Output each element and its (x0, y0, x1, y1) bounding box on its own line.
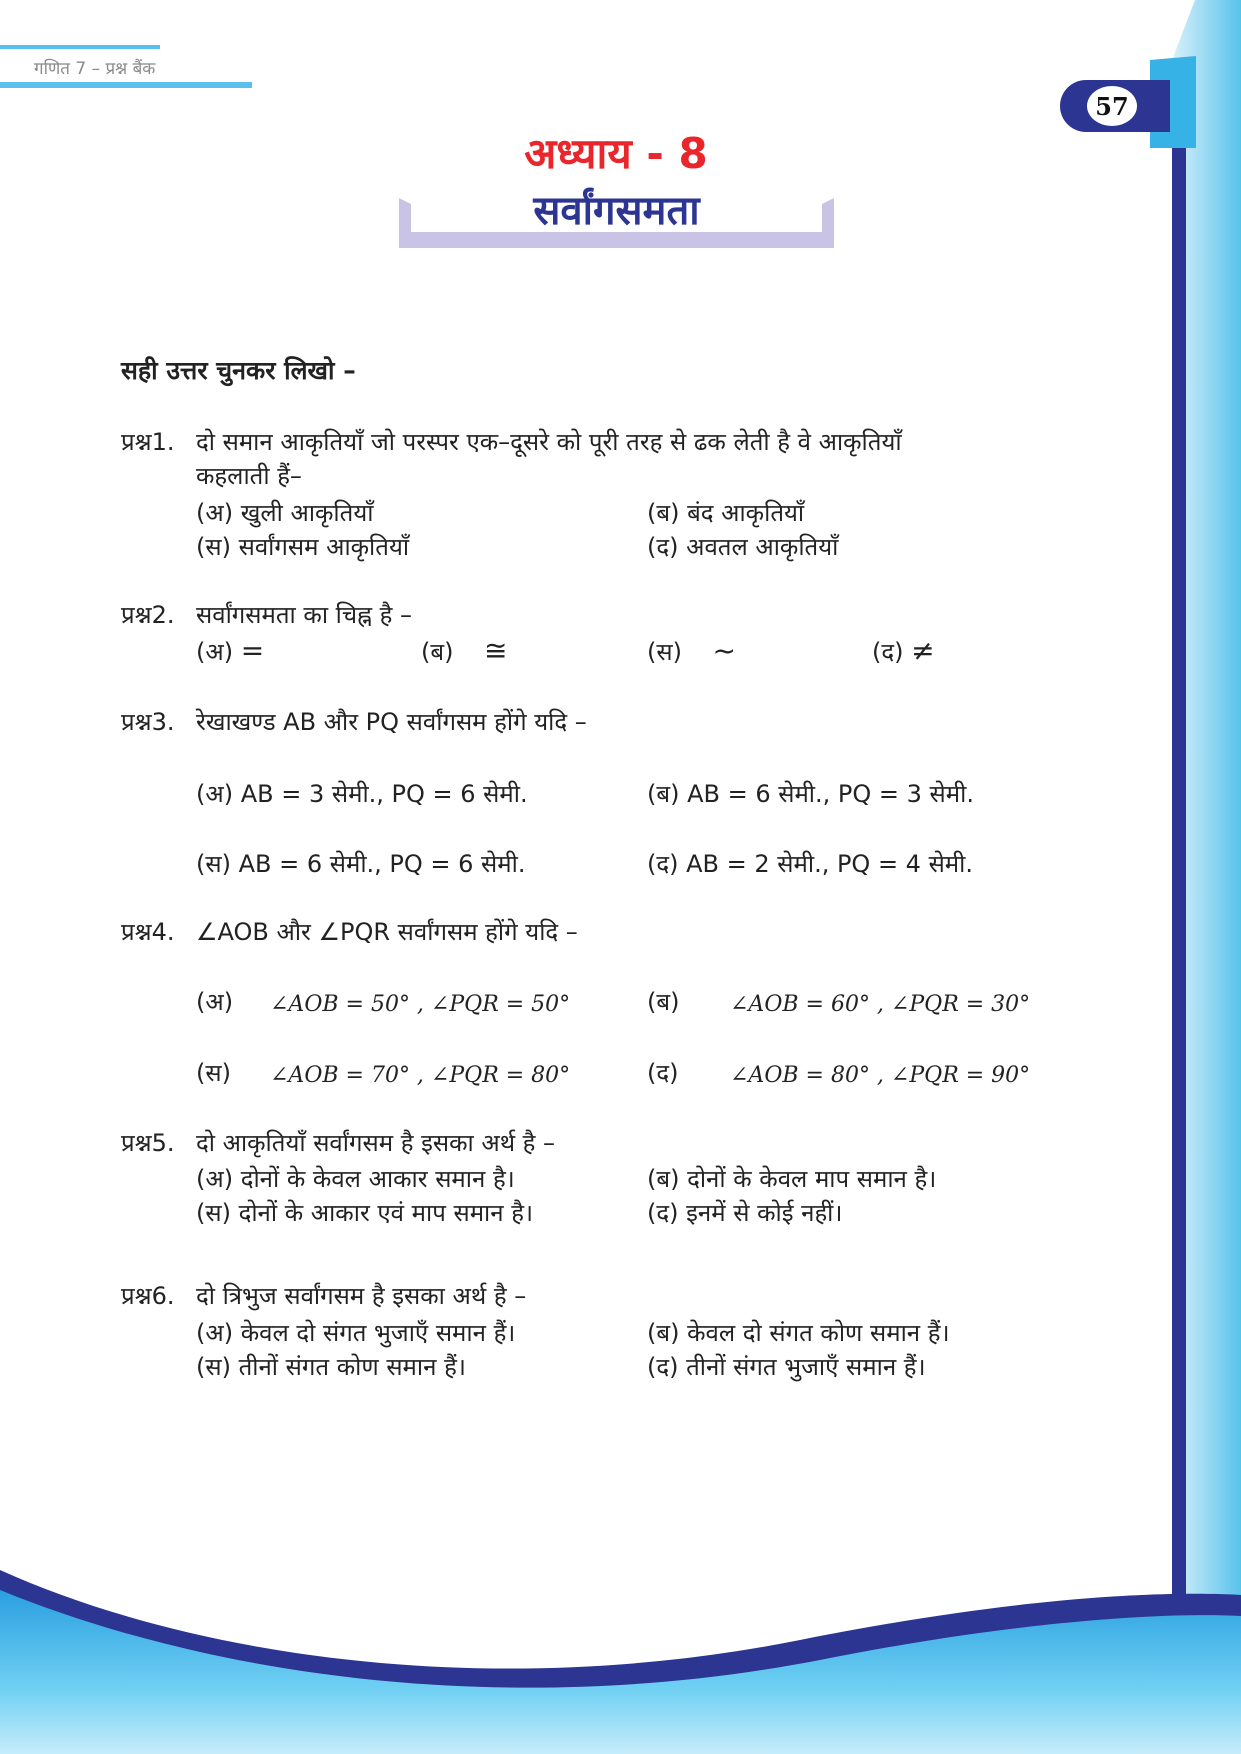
similar-symbol: ~ (712, 634, 736, 667)
option-label: (अ) (196, 1165, 234, 1193)
book-title: गणित 7 – प्रश्न बैंक (34, 59, 156, 79)
question-text: रेखाखण्ड AB और PQ सर्वांगसम होंगे यदि – (196, 708, 587, 736)
instruction-heading: सही उत्तर चुनकर लिखो – (121, 356, 356, 385)
option-text: दोनों के केवल माप समान है। (687, 1165, 937, 1193)
question-number: प्रश्न3. (121, 708, 175, 736)
header-rule-top (0, 45, 160, 49)
page-number: 57 (1087, 86, 1137, 126)
option-label: (स) (647, 638, 682, 666)
option-text: AB = 3 सेमी., PQ = 6 सेमी. (240, 780, 528, 808)
question-number: प्रश्न5. (121, 1129, 175, 1157)
option-label: (स) (196, 1059, 231, 1087)
option-label: (ब) (421, 638, 454, 666)
question-text: दो समान आकृतियाँ जो परस्पर एक–दूसरे को पूरी तरह से ढक लेती है वे आकृतियाँ (196, 428, 902, 456)
option-label: (अ) (196, 499, 234, 527)
option-label: (स) (196, 1353, 231, 1381)
option-label: (अ) (196, 1319, 234, 1347)
option-text: AB = 6 सेमी., PQ = 6 सेमी. (238, 850, 526, 878)
not-equal-symbol: ≠ (911, 634, 935, 667)
question-text: दो त्रिभुज सर्वांगसम है इसका अर्थ है – (196, 1282, 527, 1310)
option-text: ∠AOB = 50° , ∠PQR = 50° (270, 992, 571, 1017)
question-text: सर्वांगसमता का चिह्न है – (196, 601, 413, 629)
option-text: अवतल आकृतियाँ (686, 533, 839, 561)
option-text: तीनों संगत भुजाएँ समान हैं। (686, 1353, 926, 1381)
header-rule-bottom (0, 82, 252, 88)
chapter-title: सर्वांगसमता (533, 188, 700, 234)
option-label: (स) (196, 1199, 231, 1227)
option-text: ∠AOB = 60° , ∠PQR = 30° (730, 992, 1031, 1017)
option-label: (ब) (647, 780, 680, 808)
option-label: (द) (872, 638, 904, 666)
option-text: सर्वांगसम आकृतियाँ (238, 533, 410, 561)
question-text: दो आकृतियाँ सर्वांगसम है इसका अर्थ है – (196, 1129, 556, 1157)
option-label: (अ) (196, 780, 234, 808)
option-text: ∠AOB = 70° , ∠PQR = 80° (270, 1063, 571, 1088)
option-text: दोनों के आकार एवं माप समान है। (238, 1199, 534, 1227)
option-text: इनमें से कोई नहीं। (686, 1199, 843, 1227)
question-number: प्रश्न1. (121, 428, 175, 456)
option-label: (अ) (196, 988, 234, 1016)
option-label: (द) (647, 1353, 679, 1381)
option-label: (ब) (647, 1319, 680, 1347)
option-text: बंद आकृतियाँ (687, 499, 805, 527)
option-label: (स) (196, 850, 231, 878)
question-number: प्रश्न2. (121, 601, 175, 629)
option-label: (ब) (647, 988, 680, 1016)
option-label: (स) (196, 533, 231, 561)
option-text: तीनों संगत कोण समान हैं। (238, 1353, 466, 1381)
option-text: दोनों के केवल आकार समान है। (240, 1165, 515, 1193)
option-text: केवल दो संगत भुजाएँ समान हैं। (240, 1319, 516, 1347)
option-text: AB = 6 सेमी., PQ = 3 सेमी. (687, 780, 974, 808)
option-text: ∠AOB = 80° , ∠PQR = 90° (730, 1063, 1031, 1088)
option-text: केवल दो संगत कोण समान हैं। (687, 1319, 950, 1347)
option-label: (द) (647, 850, 679, 878)
question-number: प्रश्न4. (121, 918, 175, 946)
equals-symbol: = (240, 634, 265, 667)
option-text: AB = 2 सेमी., PQ = 4 सेमी. (686, 850, 974, 878)
congruent-symbol: ≅ (483, 634, 508, 667)
option-label: (ब) (647, 1165, 680, 1193)
question-number: प्रश्न6. (121, 1282, 175, 1310)
chapter-label: अध्याय - 8 (524, 129, 708, 178)
option-label: (द) (647, 1199, 679, 1227)
question-text: ∠AOB और ∠PQR सर्वांगसम होंगे यदि – (196, 918, 578, 946)
option-label: (ब) (647, 499, 680, 527)
option-label: (अ) (196, 638, 234, 666)
option-label: (द) (647, 533, 679, 561)
question-text-continued: कहलाती हैं– (196, 462, 302, 490)
option-label: (द) (647, 1059, 679, 1087)
option-text: खुली आकृतियाँ (240, 499, 374, 527)
